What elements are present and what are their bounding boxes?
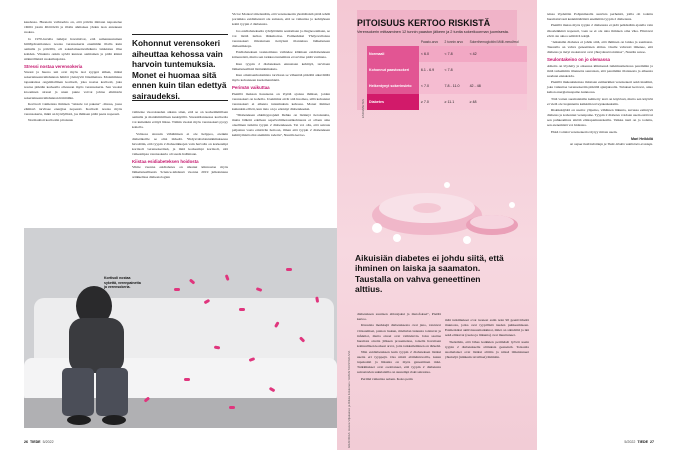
left-column-2: [132, 110, 228, 182]
table-cell: 7.8 - 11.0: [443, 78, 468, 94]
body-paragraph: Kun tyypin 2 diabeteksen ennustaan kehittyä, tarvitaan lääketieteellisiä lisätutkimuksia.: [232, 61, 330, 71]
body-paragraph: Esidiabeteksen taannoimaus vaihtelee kliinisen esidiabeteksen kriteereistä, mutta sen tarkkaa tuntemista ei tarvitse pitää varmana.: [232, 50, 330, 60]
body-paragraph: Victor Montori mielestään, että verensokerin yksittäisistä pitää tehdä portaikko esidiabetesti ole suinaan, että se vaikuttaa jo kehityksen kohti tyypin 2 diabetesta.: [232, 12, 330, 27]
right-column-3: [547, 12, 653, 146]
body-paragraph: Stressi ja huono uni ovat myös isoi syyppä siihen, miksi sokeriaineenvaihdunnan häiriöt yleistyvät länsimaissa. Molemmissa tapauksissa ongelmallinen kortisoli, joka nostaa kortisoli, joka nostaa pitkään korkealla ollessaan myös verensokeria. Sen vuoksi krooninen stressi ja unen puute voivat johtaa elimistön sokeriaineenvaihdunnan häiriöihin.: [24, 70, 122, 100]
table-cell: 42 - 48: [468, 78, 527, 94]
left-column-3: [232, 12, 330, 140]
table-cell: ≥ 48: [468, 94, 527, 110]
table-title: PITOISUUS KERTOO RISKISTÄ: [357, 18, 491, 28]
table-cell: < 42: [468, 46, 527, 62]
table-cell: < 7.8: [443, 62, 468, 78]
pill-decoration: [229, 406, 235, 409]
body-paragraph: Niin esidiabeteksen kuin tyypin 2 diabeteksen lisäksi useita eri tyyppejä. Osa niistä elämäntavoilla, kuten tupakointi ja liikunta on myös geneettinen riski. Tutkimukset ovat osoittaneet, että tyypin 2 diabetesta sairastavien sukulaisilla on suurempi riski sairastua.: [357, 350, 441, 375]
row-label: Kohonnut paastosokeri: [367, 62, 419, 78]
photo-credit: GRAFIIKKA: Hanna Viljakainen ja Riikka Kokkonen / ILMAN TAUSTAKUVIA: [347, 350, 351, 448]
pullquote-rule: [132, 34, 228, 35]
body-paragraph: Jos esidiabetekselta ryhdyttäisiin seulomaan ja diagnosoimaan, se voi lisätä turhaa lääkehoitoa. Esimerkiksi Yhdysvalloissa verensokeri ilmoitetaan tiettyissä tilanteissa lääketieteen diabeetikkoja.: [232, 28, 330, 48]
table-subtitle: Verensokerin mittaaminen 12 tunnin paaston jälkeen ja 2 tuntia sokerikuorman juomisesta.: [357, 30, 509, 34]
body-paragraph: Tiedetään, että lähes kaikkien perimäsät lyövät usein tyypin 2 diabetekselle alttiuksia geeneistä. Toisaalta suomalaiset ovat lisäksi alttiita ja niissä ilmaistuneet yhteisöjä (niinkuin tavalliset) ihmisiin.: [445, 339, 529, 359]
page-footer-right: 5/2022 TIEDE 27: [624, 440, 654, 444]
risk-table-box: [357, 18, 532, 118]
body-paragraph: Vilme vuonna esidiabetes on alkanut kiinnostaa myös lääketieteellisesti. Science-lehdessä vuonna 2019 julkaistussa artikkelissa diabeetologien: [132, 165, 228, 180]
body-paragraph: Kun omaitsenhoitamista tarvitaan se vähentää pitkällä aikavälillä myös kohonneen kuolemanriskiä.: [232, 73, 330, 83]
table-row: [367, 78, 527, 94]
body-paragraph: Ehkä voitaisi verensokeria täytyy mitata usein.: [551, 129, 618, 134]
body-paragraph: mää tutkimukset ovat tuoneet esiin noin 90 geenivirheitä muutosta, jotka ovat tyypillisiä tauden puhkeamiseen. Esimerkiksi aktiivisuusmarkkinat, mikä on sikisäiliä ja ikä sekä elintavat (ruoka ja liikunta) ovat muuttuneet.: [445, 318, 529, 338]
section-heading: Kiistaa esidiabeteksen hoidosta: [132, 158, 199, 164]
body-paragraph: Valtaosa stressin vähtämisen ei ole helppoa, etenkin diabetikoille se olisi tärkeää. Yhdysvaltalaistutkimuksessa havaittiin, että tyypin 2 diabeetikkojen vain harvalla on korkeampi kortisoli verensokerinsä, ja mitä korkeampi kortisoli, sitä vaikeampaa verensokeria oli saada hallintaan.: [132, 131, 228, 156]
table-cell: ≥ 11.1: [443, 94, 468, 110]
body-paragraph: Tätä varten suomalaisille kehitetty testi on käytössä, mutta sen käyttöä ei vielä ole laajennettu kaikkiin terveyskeskuksiin.: [547, 96, 653, 106]
table-cell: [468, 62, 527, 78]
pill-decoration: [239, 308, 245, 311]
body-paragraph: Jo 1970-luvulla tutkijat havaitsivat, että samansuuruinen hiilihydraattiannos nostaa verensokeria enemmän illalla kuin aamulla ja päivällä, eli sokeriaineenvaihdunta laiskistuu illaa kohden. Viisainta onkin syödä kunnon aamiainen ja pitää kiinni säännöllisistä ruokailuajoista.: [24, 36, 122, 61]
body-paragraph: diabeteksen suurisen altistajaksi ja mutofokset", Pietilä kertoo.: [357, 312, 441, 322]
body-paragraph: Pienillä mukautuksissa mitataan esimerkiksi verensokeri sekä insuliini, joka vaikuttaa verensokeriin pitkällä ajanjaksolla. Tulokset kertovat, onko kehon energiatasapaino kunnossa.: [547, 80, 653, 95]
table-cell: < 6.0: [419, 46, 443, 62]
table-cell: < 7.0: [419, 78, 443, 94]
section-heading: Seulontakeino on jo olemassa: [547, 57, 610, 63]
table-row: [367, 46, 527, 62]
author-name: Mari Heikkilä: [631, 136, 653, 141]
body-paragraph: vaihtelee vuorokauden aikana siten, että se on korkeimmillaan aamulla ja matalimmillaan keskiyöllä. Stressitilanteessa kortisolia voi kuitenkin erittyä liikaa. Tämän vuoksi myös verensokeri pysyy koholla.: [132, 110, 228, 130]
row-label: Diabetes: [367, 94, 419, 110]
table-header: 2 tunnin arvo: [444, 39, 463, 44]
right-page: [337, 0, 674, 450]
pullquote: Aikuisiän diabetes ei johdu siitä, että ihminen on laiska ja saamaton. Taustalla on vahva geneettinen alttius.: [355, 253, 504, 295]
table-header: Paasto-arvo: [420, 39, 439, 44]
table-cell: < 7.8: [443, 46, 468, 62]
body-paragraph: Riskitekijöitä on useita: ylipaino, vähäinen liikunta, suvussa esiintyvä diabetes ja kohonnut verenpaine. Tyypin 2 diabetes voidaan usein estää tai sen puhkeamista siirtää elintapamuutoksilla. Vaikka tauti on jo todettu, sen etenemistä voi hidastaa.: [547, 108, 653, 128]
table-header: Sokerihemoglobiini Mölli-mmol/mol: [469, 39, 519, 44]
pullquote-rule: [132, 100, 228, 101]
row-label: Normaali: [367, 46, 419, 62]
table-cell: 6.1 - 6.9: [419, 62, 443, 78]
right-column-mid-b: [445, 318, 529, 361]
body-paragraph: Klassisia merkkejä diabeteksesta ovat jano, toistuvat virtsaamiset, painon laskun, mielialan laskusta toistuvat ja infektiot, mutta oireet ovat vaihtelevia. Joku saattaa huomata oireita jälkeen prosenteissa, toisella havaitaan kohtuullisen korkeat arvot, joita tarkkaileminen on tärkeää.: [357, 323, 441, 348]
section-heading: Stressi nostaa verensokeria: [24, 63, 83, 69]
body-paragraph: "Diabeteksen ehkäisyprojekti Dehko on lisännyt tietoisuutta, mutta lääkäri edelleen sepelvaltimotautikohtausta ei ollaan aina oleellinen tutkittu tyypin 2 diabetekseen. Tai voi olla, että sairaus paljastuu vasta eristävän hoitoon, ilman että tyypin 2 diabeteksen kehittymistä olisi aiemmin todettu", Nuutila kertoo.: [232, 113, 330, 138]
body-paragraph: Kortisoli vaimentaa ihmisen "taistele tai pakene" -tilassa, jossa elimistö tarvitsee energiaa nopeasti. Kortisoli nostaa myös verensokeria, mikä on hyödyllistä, jos ihmisen pitää paeta nopeasti.: [24, 101, 122, 117]
couch-illustration: [24, 228, 337, 428]
section-heading: Perimän vaikuttaa: [232, 85, 270, 91]
esidiabetes-label: ESIDIABETES: [361, 99, 365, 118]
author-role: on vapaa tiedetoimittaja ja Tiede-lehden vakituinen avustaja.: [569, 141, 653, 146]
body-paragraph: Perimä vaikuttaa aalaan. Koko perin: [361, 376, 413, 381]
pullquote: Kohonnut verensokeri aiheuttaa kehossa vain harvoin tuntemuksia. Monet ei huomaa sitä ennen kuin tilan edettyä sairaudeksi.: [132, 38, 227, 101]
table-row: [367, 94, 527, 110]
table-cell: ≥ 7.0: [419, 94, 443, 110]
body-paragraph: Normaalisti kortisolin pitoisuus: [28, 118, 73, 123]
stress-photo: [24, 228, 337, 428]
table-row: [367, 62, 527, 78]
body-paragraph: Pienillä mutaa myös tyypin 2 diabetesta ei pidä pelkästään ajatella vain rikosleikkinä nopeasti, vaan se ei ole aina ihmisen oma vika. Elintavat eivät ole ainoa selittävä tekijä.: [547, 23, 653, 38]
right-column-mid-a: [357, 312, 441, 383]
body-paragraph: "Aikuisiän diabetes ei johdu siitä, että ihminen on laiska ja saamaton. Taustalla on vahva geneettinen alttius. Osalle vahvasti ilmenee, että diabetes ja tietyt ruokatavat ovat yhteydessä toisiinsa", Nuutila sanoo.: [547, 40, 653, 55]
body-paragraph: teissa löydettiin Pohjanmaalla asuvista perheistä, joilla oli todettu huomattavasti keskimääräistä enemmän tyypin 2 diabetesta.: [547, 12, 653, 22]
pill-decoration: [286, 268, 292, 271]
risk-table: [367, 40, 527, 110]
body-paragraph: Aiheita on löydetty ja oikeassa kliinisessä tutkimustiedossa paremmin ja mitä tarkemmin tilannetta seurataan, sitä paremmin tilanteesta ja aiheesta saadaan ennakoida.: [547, 63, 653, 78]
photo-caption: Kortisoli nostaa sykettä, verenpainetta ja verensokeria.: [104, 276, 141, 289]
body-paragraph: kaudessa. Huonoin vaihtoehto on, että päivän mittaan napostelee välillä jotain ällöttävää ja illalla ahmaisee yhden ison annoksen ruokaa.: [24, 20, 122, 35]
left-column-1: [24, 20, 122, 125]
row-label: Heikentynyt sokerinsieto: [367, 78, 419, 94]
pill-decoration: [184, 378, 190, 381]
body-paragraph: Pienillä maksan haasteena on löytää ajoissa ihmiset, joiden verensokeri on koholla. Useimmat eivät sitä huomaa, sillä kohonnut verensokeri ei aiheuta tuntemuksia kehossa. Monet ihmiset kuitenkin elävät, kun tieto on jo edennyt diabetekseksi.: [232, 91, 330, 111]
pill-decoration: [174, 288, 180, 291]
page-footer-left: 26 TIEDE 5/2022: [24, 440, 54, 444]
